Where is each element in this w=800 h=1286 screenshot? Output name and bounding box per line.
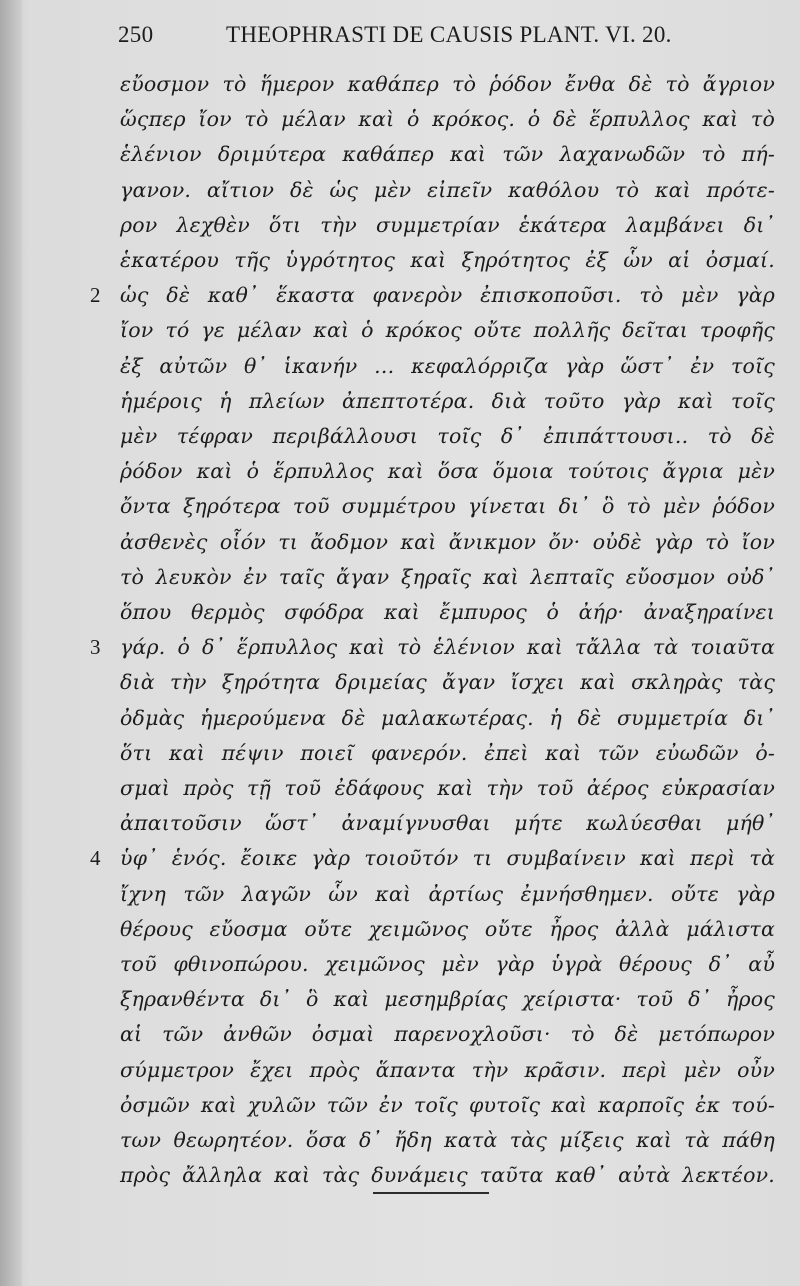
binding-gutter — [0, 0, 22, 1286]
section-number: 4 — [90, 846, 101, 871]
text-line: ἴον τό γε μέλαν καὶ ὁ κρόκος οὔτε πολλῆς δεῖται τροφῆς — [120, 318, 775, 343]
page-number: 250 — [118, 22, 154, 47]
text-line: ἑκατέρου τῆς ὑγρότητος καὶ ξηρότητος ἐξ ὧν αἱ ὀσμαί. — [120, 248, 775, 272]
text-line: σύμμετρον ἔχει πρὸς ἅπαντα τὴν κρᾶσιν. περὶ μὲν οὖν — [120, 1057, 775, 1082]
text-line: ὑφ᾽ ἑνός. ἔοικε γὰρ τοιοῦτόν τι συμβαίνειν καὶ περὶ τὰ — [120, 846, 775, 871]
text-line: ἀσθενὲς οἷόν τι ἄοδμον καὶ ἄνικμον ὄν· οὐδὲ γὰρ τὸ ἴον — [120, 529, 775, 554]
text-line: ὀδμὰς ἡμερούμενα δὲ μαλακωτέρας. ἡ δὲ συμμετρία δι᾽ — [120, 705, 775, 730]
running-title: THEOPHRASTI DE CAUSIS PLANT. VI. 20. — [226, 22, 672, 47]
text-line: μὲν τέφραν περιβάλλουσι τοῖς δ᾽ ἐπιπάττουσι.. τὸ δὲ — [120, 424, 775, 448]
end-rule — [373, 1192, 489, 1194]
text-line: των θεωρητέον. ὅσα δ᾽ ἤδη κατὰ τὰς μίξεις καὶ τὰ πάθη — [120, 1128, 775, 1152]
text-line: γανον. αἴτιον δὲ ὡς μὲν εἰπεῖν καθόλου τὸ καὶ πρότε- — [120, 177, 775, 202]
text-line: σμαὶ πρὸς τῇ τοῦ ἐδάφους καὶ τὴν τοῦ ἀέρος εὐκρασίαν — [120, 776, 775, 800]
text-line: αἱ τῶν ἀνθῶν ὀσμαὶ παρενοχλοῦσι· τὸ δὲ μετόπωρον — [120, 1022, 775, 1047]
page-header — [118, 22, 738, 56]
text-line: ῥόδον καὶ ὁ ἕρπυλλος καὶ ὅσα ὅμοια τούτοις ἄγρια μὲν — [120, 459, 775, 484]
text-line: γάρ. ὁ δ᾽ ἕρπυλλος καὶ τὸ ἑλένιον καὶ τἄλλα τὰ τοιαῦτα — [120, 635, 775, 660]
text-line: διὰ τὴν ξηρότητα δριμείας ἄγαν ἴσχει καὶ σκληρὰς τὰς — [120, 670, 775, 695]
text-line: ὄντα ξηρότερα τοῦ συμμέτρου γίνεται δι᾽ ὃ τὸ μὲν ῥόδον — [120, 494, 775, 519]
text-line: ἀπαιτοῦσιν ὥστ᾽ ἀναμίγνυσθαι μήτε κωλύεσθαι μήθ᾽ — [120, 811, 775, 836]
text-line: ξηρανθέντα δι᾽ ὃ καὶ μεσημβρίας χείριστα· τοῦ δ᾽ ἦρος — [120, 987, 775, 1012]
text-line: ὀσμῶν καὶ χυλῶν τῶν ἐν τοῖς φυτοῖς καὶ καρποῖς ἐκ τού- — [120, 1092, 775, 1117]
text-line: ὅτι καὶ πέψιν ποιεῖ φανερόν. ἐπεὶ καὶ τῶν εὐωδῶν ὀ- — [120, 740, 775, 765]
section-number: 2 — [90, 283, 101, 308]
text-line: ἐξ αὐτῶν θ᾽ ἱκανήν ... κεφαλόρριζα γὰρ ὥστ᾽ ἐν τοῖς — [120, 353, 775, 378]
text-line: ὥςπερ ἴον τὸ μέλαν καὶ ὁ κρόκος. ὁ δὲ ἕρπυλλος καὶ τὸ — [120, 107, 775, 132]
section-number: 3 — [90, 635, 101, 660]
text-line: ἑλένιον δριμύτερα καθάπερ καὶ τῶν λαχανωδῶν τὸ πή- — [120, 142, 775, 167]
text-line: τοῦ φθινοπώρου. χειμῶνος μὲν γὰρ ὑγρὰ θέρους δ᾽ αὖ — [120, 952, 775, 976]
text-line: ὡς δὲ καθ᾽ ἕκαστα φανερὸν ἐπισκοποῦσι. τὸ μὲν γὰρ — [120, 283, 775, 308]
text-line: ρον λεχθὲν ὅτι τὴν συμμετρίαν ἑκάτερα λαμβάνει δι᾽ — [120, 212, 775, 237]
text-line: τὸ λευκὸν ἐν ταῖς ἄγαν ξηραῖς καὶ λεπταῖς εὔοσμον οὐδ᾽ — [120, 564, 775, 589]
text-line: ἴχνη τῶν λαγῶν ὧν καὶ ἀρτίως ἐμνήσθημεν. οὔτε γὰρ — [120, 881, 775, 906]
text-line: πρὸς ἄλληλα καὶ τὰς δυνάμεις ταῦτα καθ᾽ αὐτὰ λεκτέον. — [120, 1163, 775, 1188]
text-line: θέρους εὔοσμα οὔτε χειμῶνος οὔτε ἦρος ἀλλὰ μάλιστα — [120, 916, 775, 941]
text-line: ὅπου θερμὸς σφόδρα καὶ ἔμπυρος ὁ ἀήρ· ἀναξηραίνει — [120, 600, 775, 624]
text-line: ἡμέροις ἡ πλείων ἀπεπτοτέρα. διὰ τοῦτο γὰρ καὶ τοῖς — [120, 388, 775, 413]
text-line: εὔοσμον τὸ ἥμερον καθάπερ τὸ ῥόδον ἔνθα δὲ τὸ ἄγριον — [120, 72, 775, 96]
